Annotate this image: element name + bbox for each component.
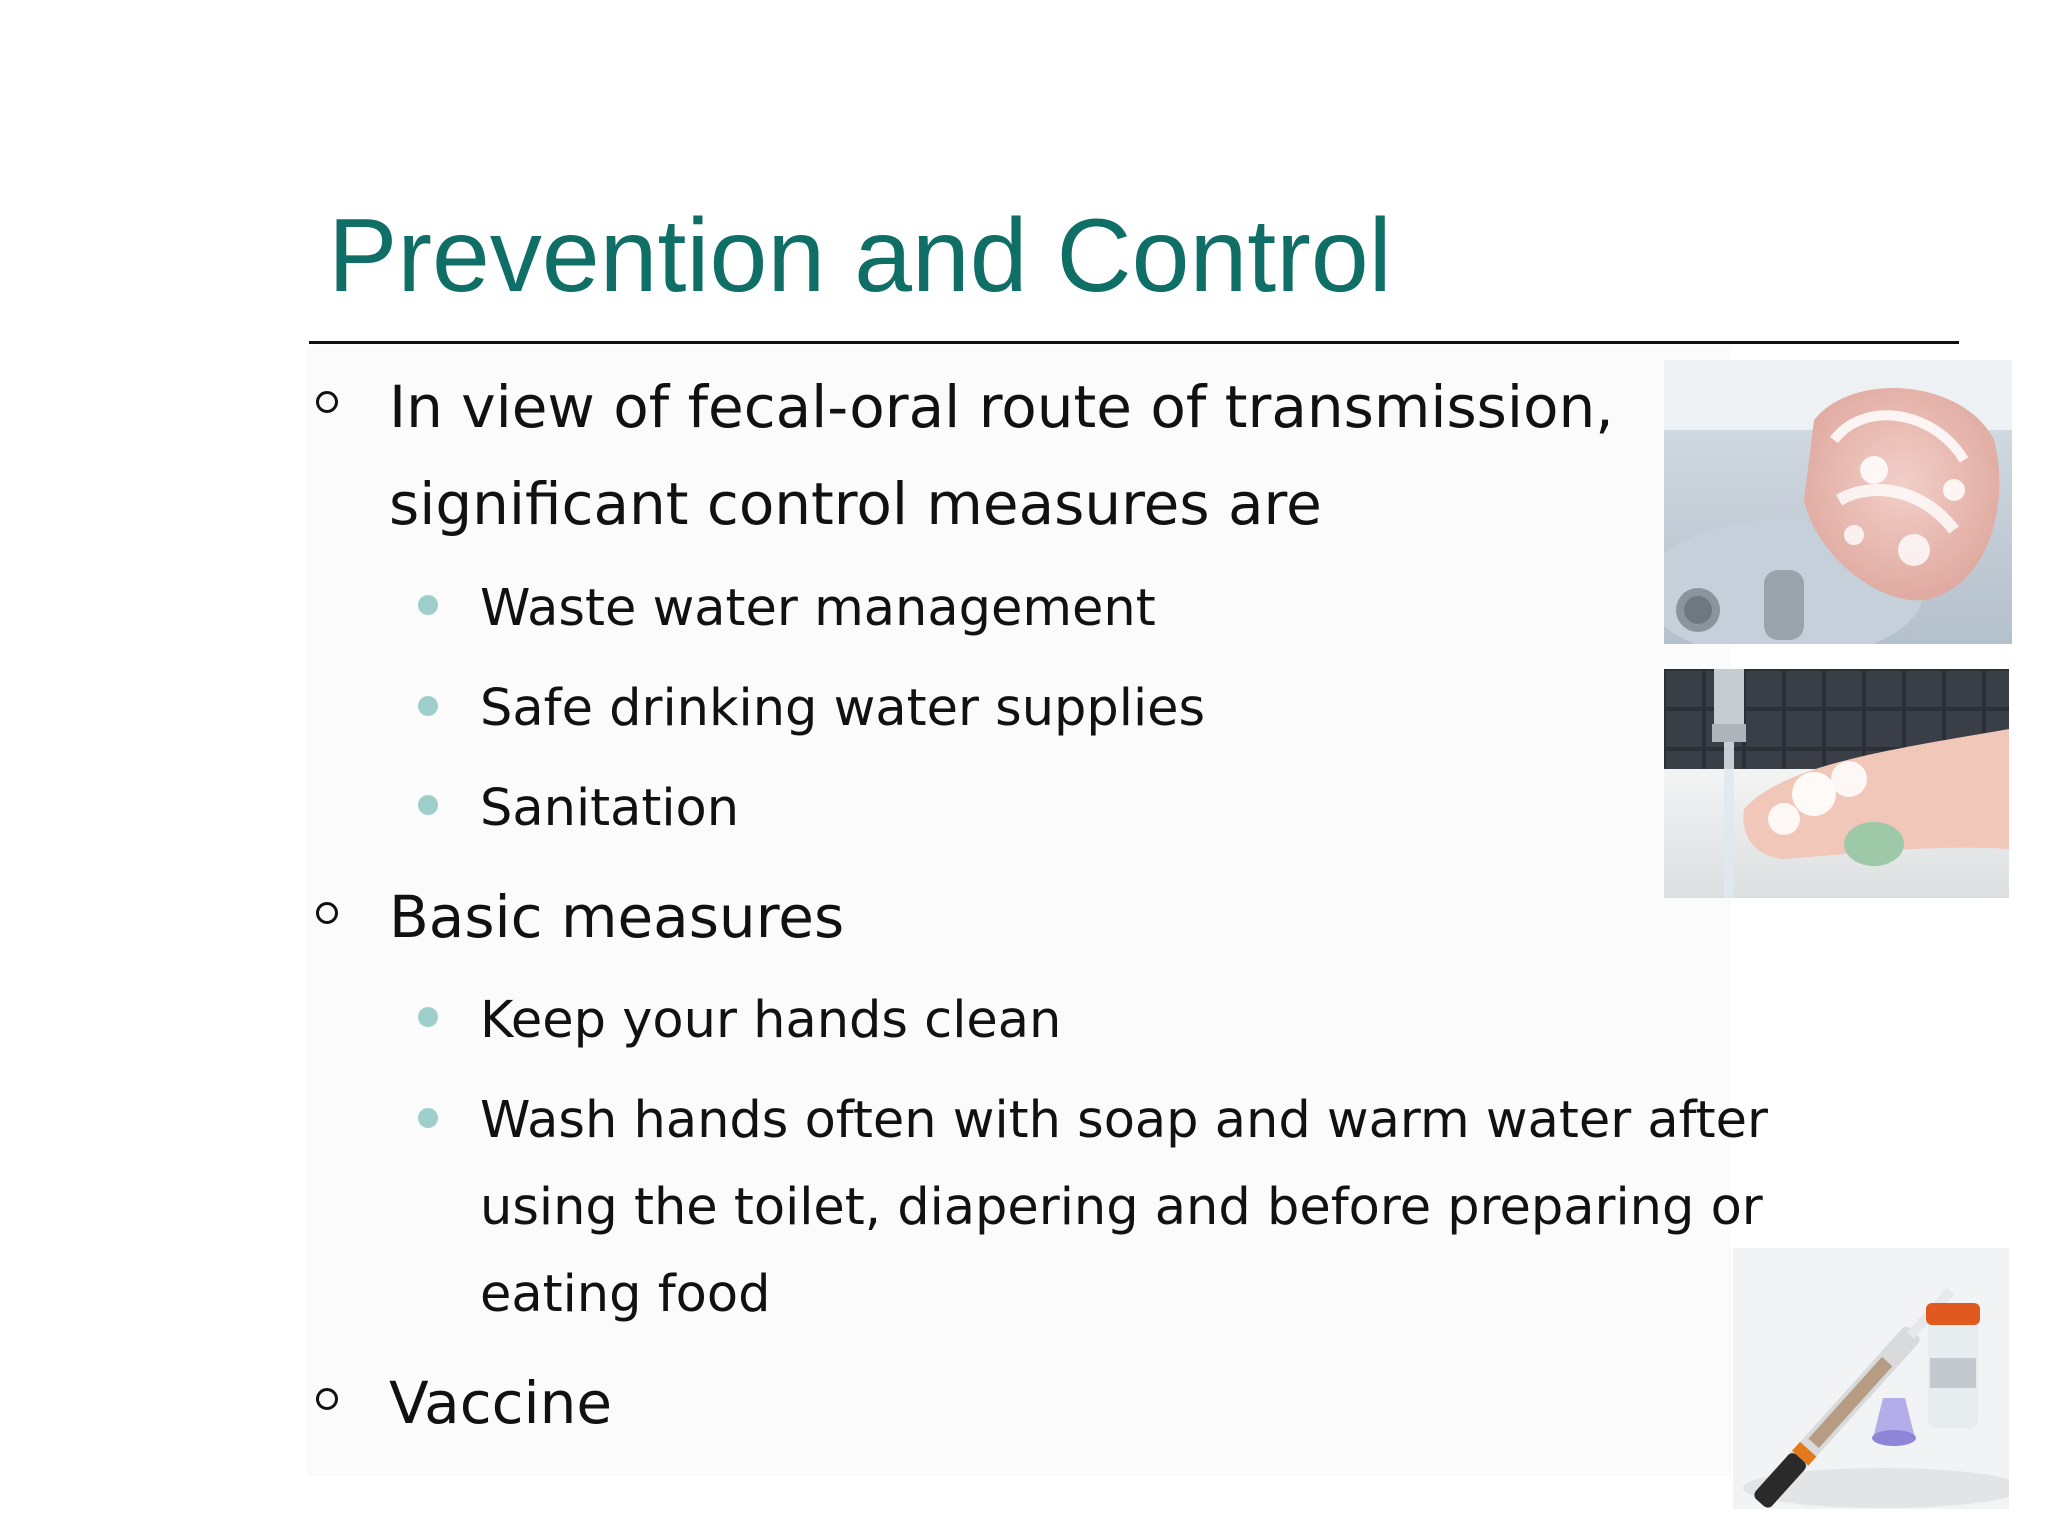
sub-bullet-hands-clean: Keep your hands clean: [480, 991, 1062, 1050]
teal-dot-icon: [418, 696, 438, 716]
handwashing-faucet-photo: [1664, 669, 2009, 898]
teal-dot-icon: [418, 795, 438, 815]
bullet-1-line-1: In view of fecal-oral route of transmission,: [389, 373, 1614, 441]
sub-bullet-wash-line-2: using the toilet, diapering and before preparing or: [480, 1178, 1763, 1237]
sub-bullet-waste-water: Waste water management: [480, 579, 1156, 638]
bullet-1-line-2: significant control measures are: [389, 470, 1322, 538]
bullet-3-line-1: Vaccine: [389, 1369, 613, 1437]
handwashing-sink-photo: [1664, 360, 2012, 644]
sub-bullet-drinking-water: Safe drinking water supplies: [480, 679, 1206, 738]
vaccine-syringe-vial-photo: [1733, 1248, 2009, 1509]
slide-title: Prevention and Control: [328, 198, 1392, 314]
sub-bullet-wash-line-1: Wash hands often with soap and warm water after: [480, 1091, 1769, 1150]
hollow-circle-icon: [316, 902, 338, 924]
teal-dot-icon: [418, 1007, 438, 1027]
sub-bullet-wash-line-3: eating food: [480, 1265, 771, 1324]
hollow-circle-icon: [316, 391, 338, 413]
bullet-2-line-1: Basic measures: [389, 883, 845, 951]
hollow-circle-icon: [316, 1388, 338, 1410]
teal-dot-icon: [418, 595, 438, 615]
teal-dot-icon: [418, 1108, 438, 1128]
sub-bullet-sanitation: Sanitation: [480, 779, 740, 838]
title-divider: [309, 341, 1959, 344]
